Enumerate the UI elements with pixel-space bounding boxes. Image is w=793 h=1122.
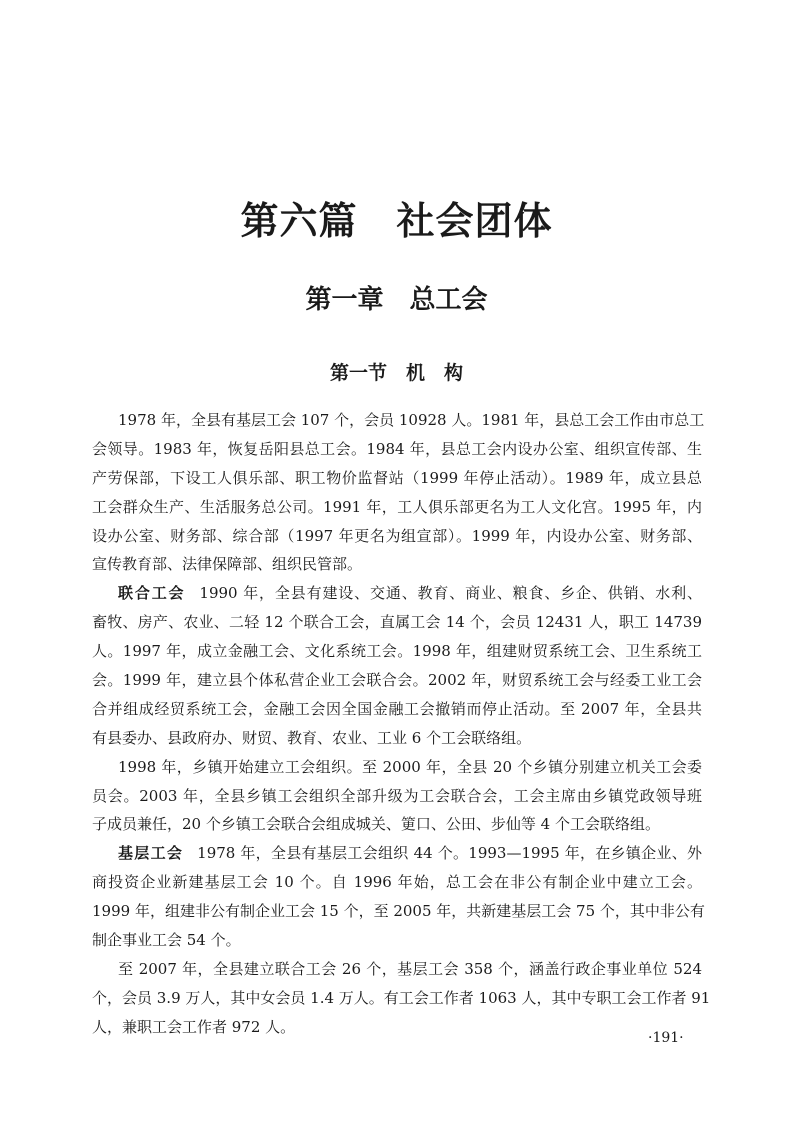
text-line — [92, 435, 702, 464]
line-text: 设办公室、财务部、综合部（1997 年更名为组宣部）。1999 年，内设办公室、财务部、 — [92, 526, 702, 545]
line-text: 工会群众生产、生活服务总公司。1991 年，工人俱乐部更名为工人文化宫。1995 年，内 — [92, 497, 702, 516]
text-line — [92, 897, 705, 926]
text-line — [92, 666, 702, 695]
text-line — [92, 753, 702, 782]
text-line — [92, 608, 702, 637]
line-text: 商投资企业新建基层工会 10 个。自 1996 年始，总工会在非公有制企业中建立工会。 — [92, 873, 702, 892]
text-line — [92, 637, 702, 666]
paragraph — [92, 406, 705, 579]
line-text: 1978 年，全县有基层工会组织 44 个。1993—1995 年，在乡镇企业、外 — [197, 844, 702, 863]
text-line — [92, 984, 711, 1013]
paragraph-lead-heading: 联合工会 — [118, 584, 186, 603]
page-number: ·191· — [648, 1030, 684, 1046]
section-title: 第一节 机 构 — [329, 362, 463, 384]
text-line — [92, 926, 702, 955]
line-text: 会。1999 年，建立县个体私营企业工会联合会。2002 年，财贸系统工会与经委工业工会 — [92, 671, 702, 690]
paragraph — [92, 839, 705, 955]
text-line — [92, 868, 702, 897]
chapter-title: 第一章 总工会 — [305, 285, 488, 315]
line-text: 会领导。1983 年，恢复岳阳县总工会。1984 年，县总工会内设办公室、组织宣传部、生 — [92, 439, 702, 458]
text-line — [92, 695, 702, 724]
paragraph — [92, 753, 702, 840]
line-text: 个，会员 3.9 万人，其中女会员 1.4 万人。有工会工作者 1063 人，其中专职工会工作者 91 — [92, 988, 711, 1007]
line-text: 1990 年，全县有建设、交通、教育、商业、粮食、乡企、供销、水利、 — [199, 584, 702, 603]
line-text: 产劳保部，下设工人俱乐部、职工物价监督站（1999 年停止活动）。1989 年，成立县总 — [92, 468, 702, 487]
body-text — [92, 406, 711, 1042]
line-text: 有县委办、县政府办、财贸、教育、农业、工业 6 个工会联络组。 — [92, 728, 532, 747]
text-line — [92, 1013, 702, 1042]
part-title: 第六篇 社会团体 — [240, 198, 553, 243]
paragraph — [92, 579, 702, 752]
line-text: 1978 年，全县有基层工会 107 个，会员 10928 人。1981 年，县总工会工作由市总工 — [118, 411, 705, 429]
text-line — [92, 493, 702, 522]
text-line — [92, 406, 705, 435]
line-text: 子成员兼任，20 个乡镇工会联合会组成城关、筻口、公田、步仙等 4 个工会联络组。 — [92, 815, 660, 834]
text-line — [92, 810, 702, 839]
line-text: 至 2007 年，全县建立联合工会 26 个，基层工会 358 个，涵盖行政企事业单位 524 — [118, 959, 702, 978]
line-text: 员会。2003 年，全县乡镇工会组织全部升级为工会联合会，工会主席由乡镇党政领导班 — [92, 786, 702, 805]
line-text: 1999 年，组建非公有制企业工会 15 个，至 2005 年，共新建基层工会 75 个，其中非公有 — [92, 902, 705, 921]
line-text: 制企事业工会 54 个。 — [92, 931, 241, 950]
line-text: 1998 年，乡镇开始建立工会组织。至 2000 年，全县 20 个乡镇分别建立机关工会委 — [118, 757, 702, 776]
line-text: 宣传教育部、法律保障部、组织民管部。 — [92, 555, 363, 574]
line-text: 人，兼职工会工作者 972 人。 — [92, 1017, 296, 1036]
line-text: 合并组成经贸系统工会，金融工会因全国金融工会撤销而停止活动。至 2007 年，全县共 — [92, 699, 702, 718]
text-line — [92, 522, 702, 551]
paragraph — [92, 955, 711, 1042]
text-line — [92, 782, 702, 811]
text-line — [92, 955, 702, 984]
line-text: 畜牧、房产、农业、二轻 12 个联合工会，直属工会 14 个，会员 12431 人，职工 14739 — [92, 613, 702, 632]
text-line — [92, 464, 702, 493]
text-line — [92, 550, 702, 579]
line-text: 人。1997 年，成立金融工会、文化系统工会。1998 年，组建财贸系统工会、卫生系统工 — [92, 642, 702, 661]
text-line — [92, 724, 702, 753]
text-line — [92, 579, 702, 608]
text-line — [92, 839, 702, 868]
paragraph-lead-heading: 基层工会 — [118, 844, 184, 863]
